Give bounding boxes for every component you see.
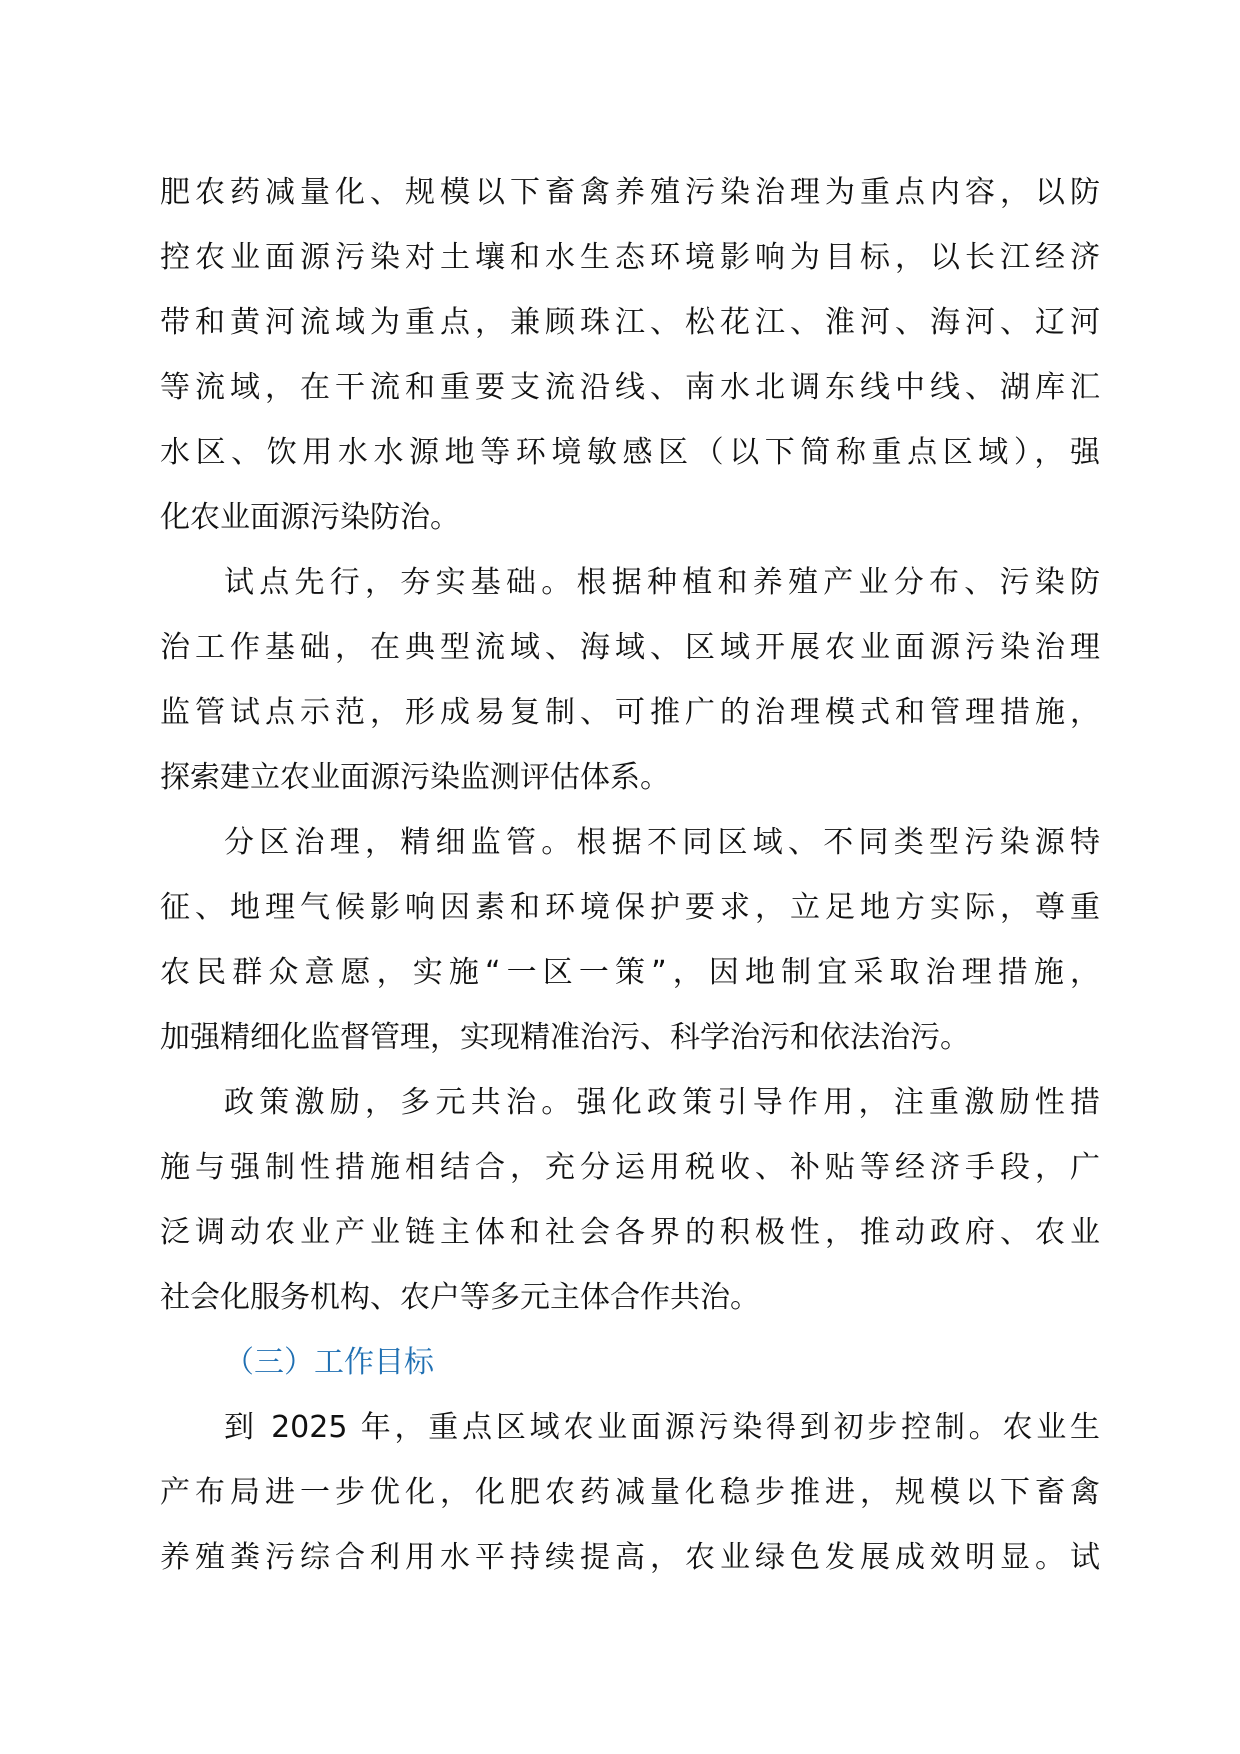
text-line: 等流域，在干流和重要支流沿线、南水北调东线中线、湖库汇 xyxy=(160,370,1100,405)
text-line: 加强精细化监督管理，实现精准治污、科学治污和依法治污。 xyxy=(160,1020,970,1055)
text-line: 试点先行，夯实基础。根据种植和养殖产业分布、污染防 xyxy=(224,565,1100,600)
text-line: 治工作基础，在典型流域、海域、区域开展农业面源污染治理 xyxy=(160,630,1100,665)
text-line: 泛调动农业产业链主体和社会各界的积极性，推动政府、农业 xyxy=(160,1215,1100,1250)
text-line: 化农业面源污染防治。 xyxy=(160,500,460,535)
paragraph-key-areas xyxy=(160,160,1100,550)
text-line: 带和黄河流域为重点，兼顾珠江、松花江、淮河、海河、辽河 xyxy=(160,305,1100,340)
paragraph-policy-incentives xyxy=(160,1070,1100,1330)
text-line: 政策激励，多元共治。强化政策引导作用，注重激励性措 xyxy=(224,1085,1100,1120)
paragraph-work-goals xyxy=(160,1395,1100,1590)
text-line: 养殖粪污综合利用水平持续提高，农业绿色发展成效明显。试 xyxy=(160,1540,1100,1575)
section-heading: （三）工作目标 xyxy=(224,1345,434,1380)
text-line: 分区治理，精细监管。根据不同区域、不同类型污染源特 xyxy=(224,825,1100,860)
text-line: 肥农药减量化、规模以下畜禽养殖污染治理为重点内容，以防 xyxy=(160,175,1100,210)
document-page xyxy=(160,160,1100,1590)
text-line: 社会化服务机构、农户等多元主体合作共治。 xyxy=(160,1280,760,1315)
paragraph-zoned-governance xyxy=(160,810,1100,1070)
text-line: 控农业面源污染对土壤和水生态环境影响为目标，以长江经济 xyxy=(160,240,1100,275)
text-line: 到 2025 年，重点区域农业面源污染得到初步控制。农业生 xyxy=(224,1410,1100,1445)
text-line: 施与强制性措施相结合，充分运用税收、补贴等经济手段，广 xyxy=(160,1150,1100,1185)
text-line: 监管试点示范，形成易复制、可推广的治理模式和管理措施， xyxy=(160,695,1100,730)
text-line: 农民群众意愿，实施“一区一策”，因地制宜采取治理措施， xyxy=(160,955,1100,990)
paragraph-pilot-first xyxy=(160,550,1100,810)
text-line: 水区、饮用水水源地等环境敏感区（以下简称重点区域），强 xyxy=(160,435,1100,470)
text-line: 探索建立农业面源污染监测评估体系。 xyxy=(160,760,670,795)
text-line: 产布局进一步优化，化肥农药减量化稳步推进，规模以下畜禽 xyxy=(160,1475,1100,1510)
text-line: 征、地理气候影响因素和环境保护要求，立足地方实际，尊重 xyxy=(160,890,1100,925)
